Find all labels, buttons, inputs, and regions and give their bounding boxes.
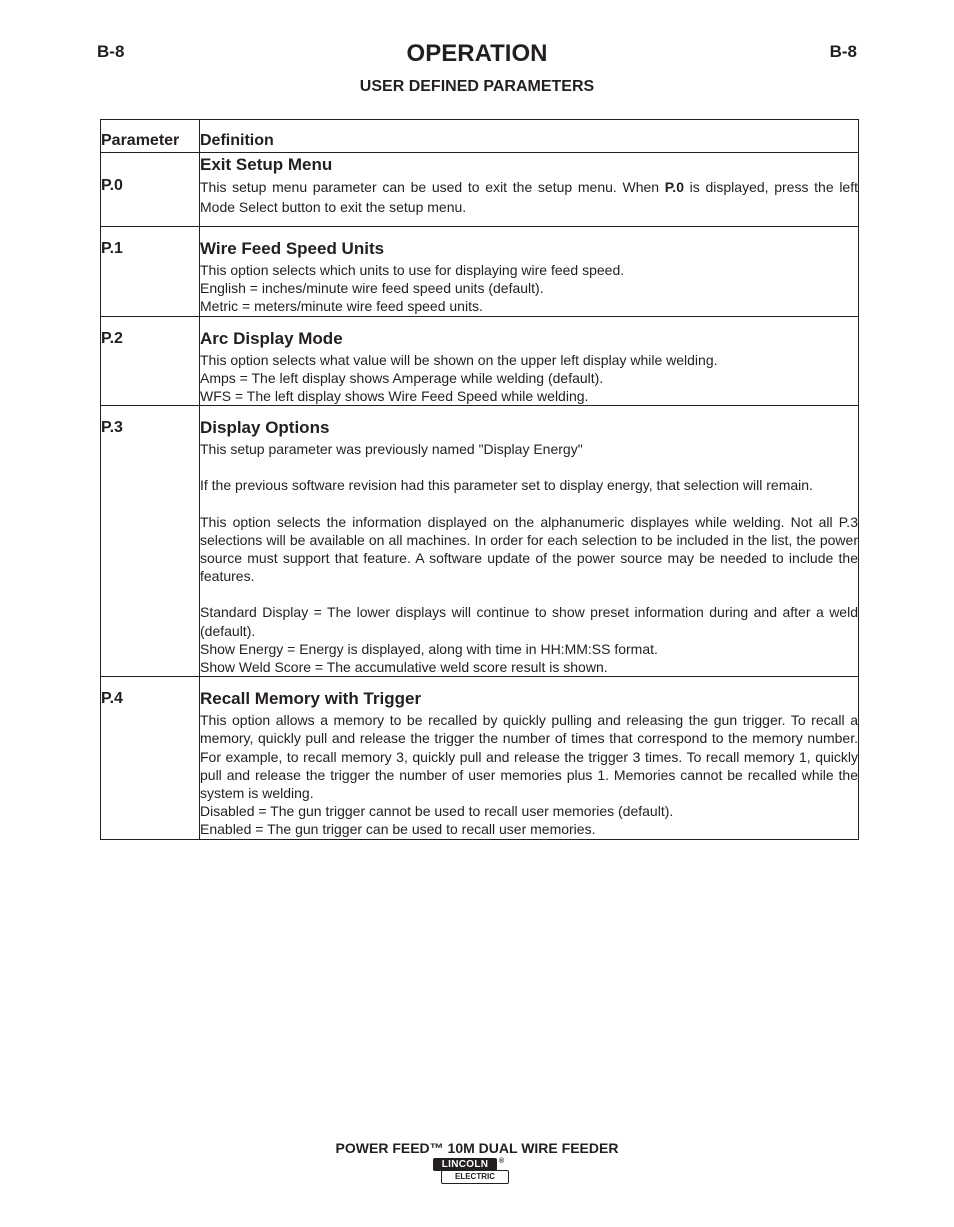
definition-title: Arc Display Mode [200,328,343,348]
definition-line: English = inches/minute wire feed speed units (default). [200,280,544,297]
definition-paragraph: This setup parameter was previously named "Display Energy" [200,441,583,458]
definition-line: Disabled = The gun trigger cannot be used to recall user memories (default). [200,803,674,820]
logo-top-text: LINCOLN [433,1158,497,1171]
definition-line: Show Energy = Energy is displayed, along with time in HH:MM:SS format. [200,640,658,657]
definition-line: WFS = The left display shows Wire Feed Speed while welding. [200,388,589,405]
parameter-definition [200,227,859,317]
definition-line: Standard Display = The lower displays will continue to show preset information during and after a weld (default). [200,604,858,639]
parameter-definition [200,153,859,227]
definition-line: This option selects what value will be shown on the upper left display while welding. [200,351,718,368]
footer-product-name: POWER FEED™ 10M DUAL WIRE FEEDER [335,1140,619,1156]
definition-paragraph: This option selects the information displayed on the alphanumeric displayes while welding. Not all P.3 selections will be available on all machines. In order for each selection to be included in the list, the power source must support that feature. A software update of the power source may be needed to include the features. [200,513,858,585]
logo-bottom-text: ELECTRIC [441,1170,509,1184]
definition-paragraph: If the previous software revision had this parameter set to display energy, that selection will remain. [200,477,813,494]
definition-paragraph: This option allows a memory to be recalled by quickly pulling and releasing the gun trigger. To recall a memory, quickly pull and release the trigger the number of times that correspond to the memory number. For example, to recall memory 3, quickly pull and release the trigger 3 times. To recall memory 1, quickly pull and release the trigger the number of user memories plus 1. Memories cannot be recalled while the system is welding. [200,712,858,802]
definition-text-bold: P.0 [664,179,684,195]
definition-title: Display Options [200,418,330,438]
table-row [101,227,859,317]
definition-title: Exit Setup Menu [200,155,333,174]
lincoln-electric-logo [433,1158,509,1184]
page-title: OPERATION [406,40,548,67]
parameter-definition [200,406,859,677]
parameter-code: P.2 [101,316,200,406]
definition-line: This option selects which units to use for displaying wire feed speed. [200,262,625,278]
parameters-table [100,119,859,840]
page-number-left: B-8 [97,42,125,61]
page-number-right: B-8 [829,42,857,61]
definition-line: Amps = The left display shows Amperage while welding (default). [200,369,604,386]
definition-title: Wire Feed Speed Units [200,239,385,258]
table-header-row [101,120,859,153]
parameter-definition [200,316,859,406]
parameter-code: P.1 [101,227,200,317]
parameter-definition [200,677,859,839]
section-title: USER DEFINED PARAMETERS [359,78,595,95]
definition-line: Enabled = The gun trigger can be used to recall user memories. [200,821,596,838]
table-row [101,677,859,839]
parameter-code: P.4 [101,677,200,839]
parameter-code: P.0 [101,153,200,227]
definition-title: Recall Memory with Trigger [200,689,422,709]
parameter-code: P.3 [101,406,200,677]
definition-line: Show Weld Score = The accumulative weld score result is shown. [200,659,608,676]
column-header-parameter: Parameter [101,120,200,153]
definition-line: Metric = meters/minute wire feed speed units. [200,298,483,315]
column-header-definition: Definition [200,120,859,153]
table-row [101,316,859,406]
logo-registered-mark: ® [499,1158,505,1165]
definition-text-part: is displayed, press the left Mode Select button to exit the setup menu. [200,179,858,215]
table-row [101,406,859,677]
definition-text [200,177,858,217]
table-row [101,153,859,227]
definition-text-part: This setup menu parameter can be used to exit the setup menu. When [200,179,665,195]
